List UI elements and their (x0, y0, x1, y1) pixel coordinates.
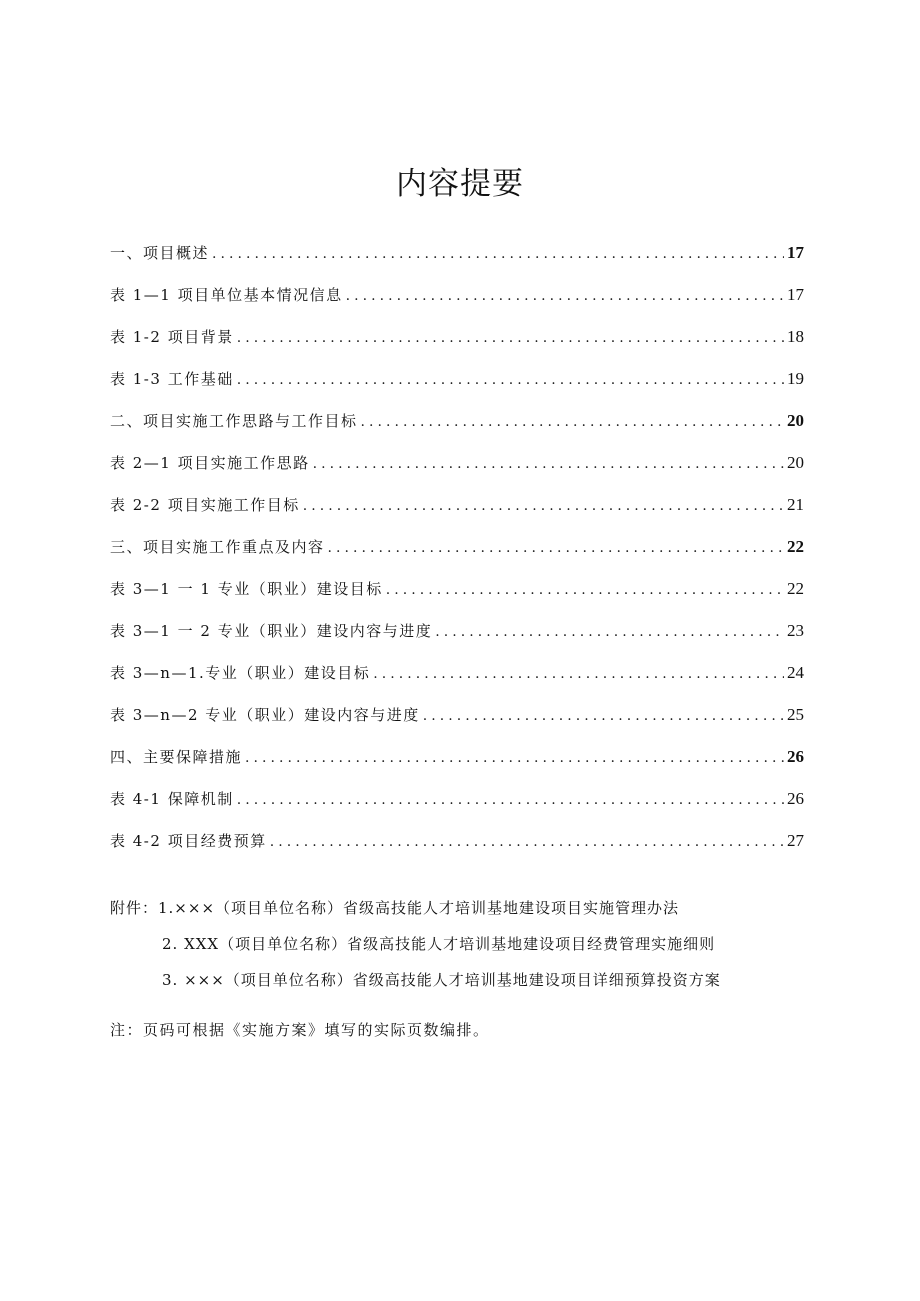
toc-leader-dots (212, 237, 784, 271)
toc-leader-dots (328, 531, 784, 565)
toc-entry[interactable] (110, 824, 804, 866)
toc-entry-label: 四、主要保障措施 (110, 748, 243, 766)
page-title: 内容提要 (396, 166, 524, 202)
toc-leader-dots (313, 447, 784, 481)
toc-entry-page: 27 (787, 831, 804, 850)
toc-entry-page: 18 (787, 327, 804, 346)
toc-entry-page: 20 (787, 453, 804, 472)
toc-entry-label: 表 3—1 一 2 专业（职业）建设内容与进度 (110, 622, 433, 640)
attachments-list (110, 893, 810, 1001)
toc-leader-dots (237, 321, 784, 355)
table-of-contents (110, 236, 804, 866)
toc-entry-page: 23 (787, 621, 804, 640)
toc-entry-label: 表 2—1 项目实施工作思路 (110, 454, 310, 472)
toc-entry-label: 表 1—1 项目单位基本情况信息 (110, 286, 343, 304)
toc-entry-label: 表 4-2 项目经费预算 (110, 832, 267, 850)
toc-leader-dots (245, 741, 784, 775)
toc-entry[interactable] (110, 278, 804, 320)
attachment-item: 附件：1.×××（项目单位名称）省级高技能人才培训基地建设项目实施管理办法 (110, 899, 680, 917)
toc-entry[interactable] (110, 614, 804, 656)
toc-entry-page: 22 (787, 537, 804, 556)
toc-entry-page: 17 (787, 243, 804, 262)
toc-entry-page: 21 (787, 495, 804, 514)
toc-entry-label: 表 3—n—1.专业（职业）建设目标 (110, 664, 371, 682)
attachment-item: 2. XXX（项目单位名称）省级高技能人才培训基地建设项目经费管理实施细则 (162, 935, 716, 953)
toc-leader-dots (373, 657, 784, 691)
toc-entry[interactable] (110, 782, 804, 824)
toc-entry[interactable] (110, 404, 804, 446)
toc-entry[interactable] (110, 572, 804, 614)
footnote: 注：页码可根据《实施方案》填写的实际页数编排。 (110, 1021, 490, 1039)
toc-entry[interactable] (110, 320, 804, 362)
toc-entry-label: 二、项目实施工作思路与工作目标 (110, 412, 358, 430)
toc-entry-label: 表 3—1 一 1 专业（职业）建设目标 (110, 580, 383, 598)
toc-entry[interactable] (110, 446, 804, 488)
toc-leader-dots (361, 405, 784, 439)
toc-entry-label: 表 2-2 项目实施工作目标 (110, 496, 300, 514)
toc-leader-dots (423, 699, 784, 733)
toc-leader-dots (346, 279, 784, 313)
toc-entry[interactable] (110, 698, 804, 740)
toc-entry-label: 表 3—n—2 专业（职业）建设内容与进度 (110, 706, 420, 724)
toc-entry-page: 25 (787, 705, 804, 724)
toc-leader-dots (270, 825, 784, 859)
toc-entry[interactable] (110, 656, 804, 698)
toc-entry-label: 一、项目概述 (110, 244, 210, 262)
attachment-item: 3. ×××（项目单位名称）省级高技能人才培训基地建设项目详细预算投资方案 (162, 971, 721, 989)
toc-entry[interactable] (110, 362, 804, 404)
toc-leader-dots (435, 615, 784, 649)
toc-entry[interactable] (110, 488, 804, 530)
toc-entry-label: 表 4-1 保障机制 (110, 790, 234, 808)
toc-leader-dots (386, 573, 784, 607)
toc-entry-page: 17 (787, 285, 804, 304)
toc-entry-page: 26 (787, 789, 804, 808)
toc-entry-label: 表 1-2 项目背景 (110, 328, 234, 346)
toc-entry-page: 24 (787, 663, 804, 682)
toc-entry-page: 20 (787, 411, 804, 430)
toc-entry[interactable] (110, 236, 804, 278)
toc-entry-page: 22 (787, 579, 804, 598)
toc-entry[interactable] (110, 740, 804, 782)
toc-entry[interactable] (110, 530, 804, 572)
toc-leader-dots (237, 363, 784, 397)
toc-entry-label: 表 1-3 工作基础 (110, 370, 234, 388)
toc-entry-page: 19 (787, 369, 804, 388)
toc-leader-dots (303, 489, 784, 523)
toc-entry-label: 三、项目实施工作重点及内容 (110, 538, 325, 556)
toc-entry-page: 26 (787, 747, 804, 766)
toc-leader-dots (237, 783, 784, 817)
